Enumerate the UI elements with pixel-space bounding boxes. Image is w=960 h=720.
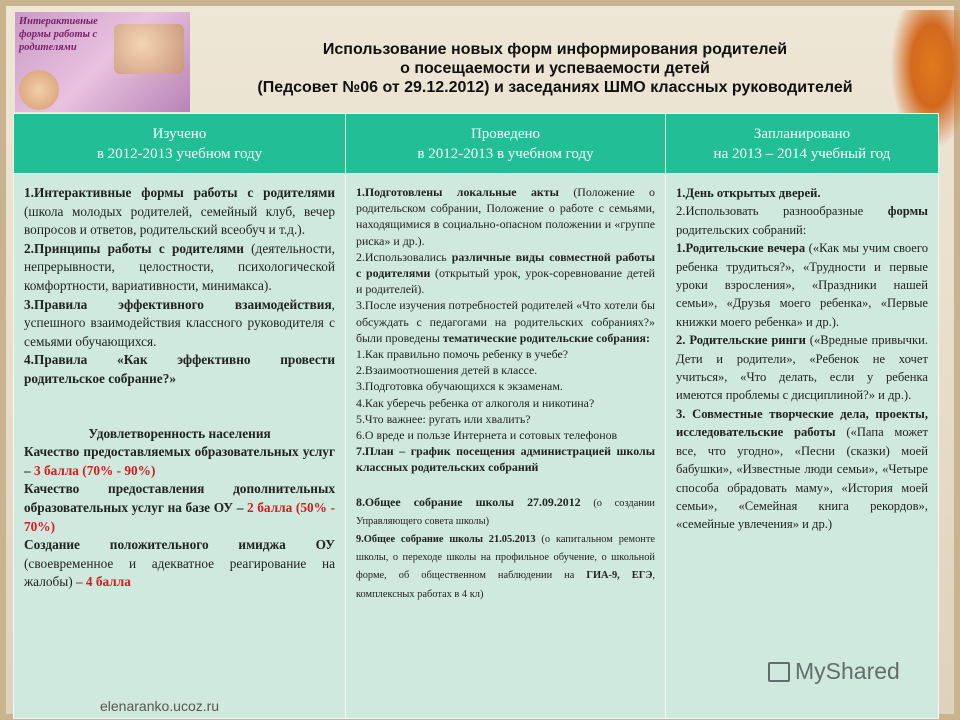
paragraph	[676, 239, 928, 331]
text-segment: (своевременное и адекватное реагирование на жалобы)	[24, 555, 335, 590]
paragraph	[356, 427, 655, 443]
paragraph	[24, 296, 335, 352]
text-segment: 2.Взаимоотношения детей в классе.	[356, 363, 538, 378]
text-segment: Качество предоставляемых образовательных услуг –	[24, 444, 335, 478]
text-segment: («Как мы учим своего ребенка трудиться?», «Трудности и первые уроки взросления», «Праздники нашей семьи», «Друзья моего ребенка», «Первые книжки моего ребенка» и др.).	[676, 241, 929, 329]
text-segment: различные виды совместной работы с родителями	[356, 249, 655, 281]
paragraph	[356, 494, 655, 530]
text-segment: 4.Правила «Как эффективно провести родительское собрание?»	[24, 352, 335, 386]
paragraph	[676, 405, 928, 534]
text-segment: («Вредные привычки. Дети и родители», «Ребенок не хочет учиться», «Что делать, если у ребенка имеются проблемы с дисциплиной?» и др.).	[676, 333, 928, 403]
text-segment: родительских собраний:	[676, 222, 807, 237]
text-segment: 1.Подготовлены локальные акты	[356, 185, 559, 199]
paragraph	[356, 395, 655, 411]
text-segment: 3.После изучения потребностей родителей «Что хотели бы обсуждать с педагогами на родительских собраниях?» были проведены	[356, 298, 655, 345]
header-line: в 2012-2013 в учебном году	[417, 145, 594, 162]
title-line-3: (Педсовет №06 от 29.12.2012) и заседаниях ШМО классных руководителей	[257, 79, 853, 96]
paragraph	[356, 184, 655, 249]
text-segment: , комплексных работах в 4 кл)	[356, 570, 655, 600]
text-segment: 3 балла (70% - 90%)	[33, 462, 156, 478]
text-segment: 2.Принципы работы с родителями	[24, 240, 244, 256]
text-segment: (открытый урок, урок-соревнование детей и родителей).	[356, 266, 655, 297]
header-conducted	[346, 114, 666, 174]
text-segment: – 4 балла	[75, 574, 131, 590]
text-segment: формы	[887, 204, 928, 219]
paragraph	[24, 240, 335, 296]
child-photo	[19, 70, 59, 110]
text-segment: 4.Как уберечь ребенка от алкоголя и никотина?	[356, 395, 595, 410]
text-segment: , успешного взаимодействия классного руководителя с семьями обучающихся.	[24, 296, 335, 349]
text-segment: 1.Как правильно помочь ребенку в учебе?	[356, 347, 569, 362]
text-segment: 1.День открытых дверей.	[676, 186, 821, 200]
paragraph	[676, 184, 928, 202]
text-segment: 8.Общее собрание школы 27.09.2012	[356, 494, 581, 509]
title-line-1: Использование новых форм информирования родителей	[322, 41, 788, 58]
spacer	[356, 476, 655, 494]
brand-text: MyShared	[795, 658, 900, 684]
presentation-icon	[768, 662, 790, 682]
paragraph	[24, 184, 335, 240]
column-conducted	[346, 174, 666, 719]
title-line-2: о посещаемости и успеваемости детей	[400, 60, 710, 77]
text-segment: 1.Родительские вечера	[676, 241, 806, 256]
column-planned	[666, 174, 939, 719]
text-segment: Удовлетворенность населения	[88, 425, 271, 441]
text-segment: 2 балла (50% - 70%)	[24, 499, 335, 534]
text-segment: Качество предоставления дополнительных образовательных услуг на базе ОУ –	[24, 481, 335, 515]
text-segment: тематические родительские собрания:	[442, 330, 650, 345]
thumbnail-text: Интерактивные формы работы с родителями	[19, 16, 98, 53]
site-watermark: elenaranko.ucoz.ru	[100, 698, 220, 714]
header-line: на 2013 – 2014 учебный год	[713, 145, 891, 162]
text-segment: (о капитальном ремонте школы, о переходе школы на профильное обучение, о школьной форме, об общественном наблюдении на	[356, 534, 655, 582]
paragraph	[356, 443, 655, 475]
paragraph	[24, 536, 335, 592]
paragraph	[24, 351, 335, 388]
paragraph	[676, 331, 928, 405]
text-segment: 2.Использовались	[356, 249, 452, 264]
paragraph	[356, 530, 655, 603]
text-segment: 2. Родительские ринги	[676, 333, 806, 348]
text-segment: 2.Использовать разнообразные	[676, 204, 888, 219]
text-segment: (Положение о родительском собрании, Положение о работе с семьями, находящимися в социально-опасном положении и «группе риска» и др.).	[356, 185, 655, 248]
header-line: в 2012-2013 учебном году	[96, 145, 263, 162]
header-line: Запланировано	[753, 125, 851, 142]
paragraph	[356, 346, 655, 362]
text-segment: (школа молодых родителей, семейный клуб, вечер вопросов и ответов, родительский всеобуч и т.д.).	[24, 203, 335, 238]
paragraph	[24, 425, 335, 444]
text-segment: 7.План – график посещения администрацией школы классных родительских собраний	[356, 444, 655, 475]
paragraph	[356, 378, 655, 394]
paragraph	[356, 362, 655, 378]
paragraph	[24, 443, 335, 480]
text-segment: 5.Что важнее: ругать или хвалить?	[356, 411, 531, 426]
paragraph	[356, 249, 655, 298]
myshared-watermark	[768, 658, 900, 685]
text-segment: 9.Общее собрание школы 21.05.2013	[356, 534, 536, 546]
slide-title	[200, 40, 910, 97]
spacer	[24, 389, 335, 407]
spacer	[24, 407, 335, 425]
info-table	[13, 113, 939, 719]
paragraph	[356, 297, 655, 346]
text-segment: (о создании Управляющего совета школы)	[356, 497, 655, 527]
text-segment: («Папа может все, что угодно», «Песни (сказки) моей бабушки», «Известные люди семьи», «Четыре способа обрадовать маму», «История моей семьи», «Семейная книга рекордов», «семейные увлечения» и др.)	[676, 425, 928, 532]
text-segment: ГИА-9, ЕГЭ	[586, 570, 653, 582]
text-segment: Создание положительного имиджа ОУ	[24, 537, 335, 553]
thumbnail-image	[15, 12, 190, 112]
text-segment: 6.О вреде и пользе Интернета и сотовых телефонов	[356, 428, 618, 443]
paragraph	[356, 411, 655, 427]
header-line: Изучено	[152, 125, 207, 142]
header-studied	[14, 114, 346, 174]
paragraph	[676, 202, 928, 239]
text-segment: (деятельности, непрерывности, целостности, психологической комфортности, вариативности, минимакса).	[24, 240, 335, 293]
header-planned	[666, 114, 939, 174]
family-photo	[114, 24, 184, 74]
text-segment: 3.Подготовка обучающихся к экзаменам.	[356, 379, 563, 394]
column-studied	[14, 174, 346, 719]
paragraph	[24, 480, 335, 536]
text-segment: 3. Совместные творческие дела, проекты, исследовательские работы	[676, 406, 928, 440]
text-segment: 1.Интерактивные формы работы с родителями	[24, 185, 335, 200]
header-line: Проведено	[470, 125, 541, 142]
text-segment: 3.Правила эффективного взаимодействия	[24, 296, 332, 312]
